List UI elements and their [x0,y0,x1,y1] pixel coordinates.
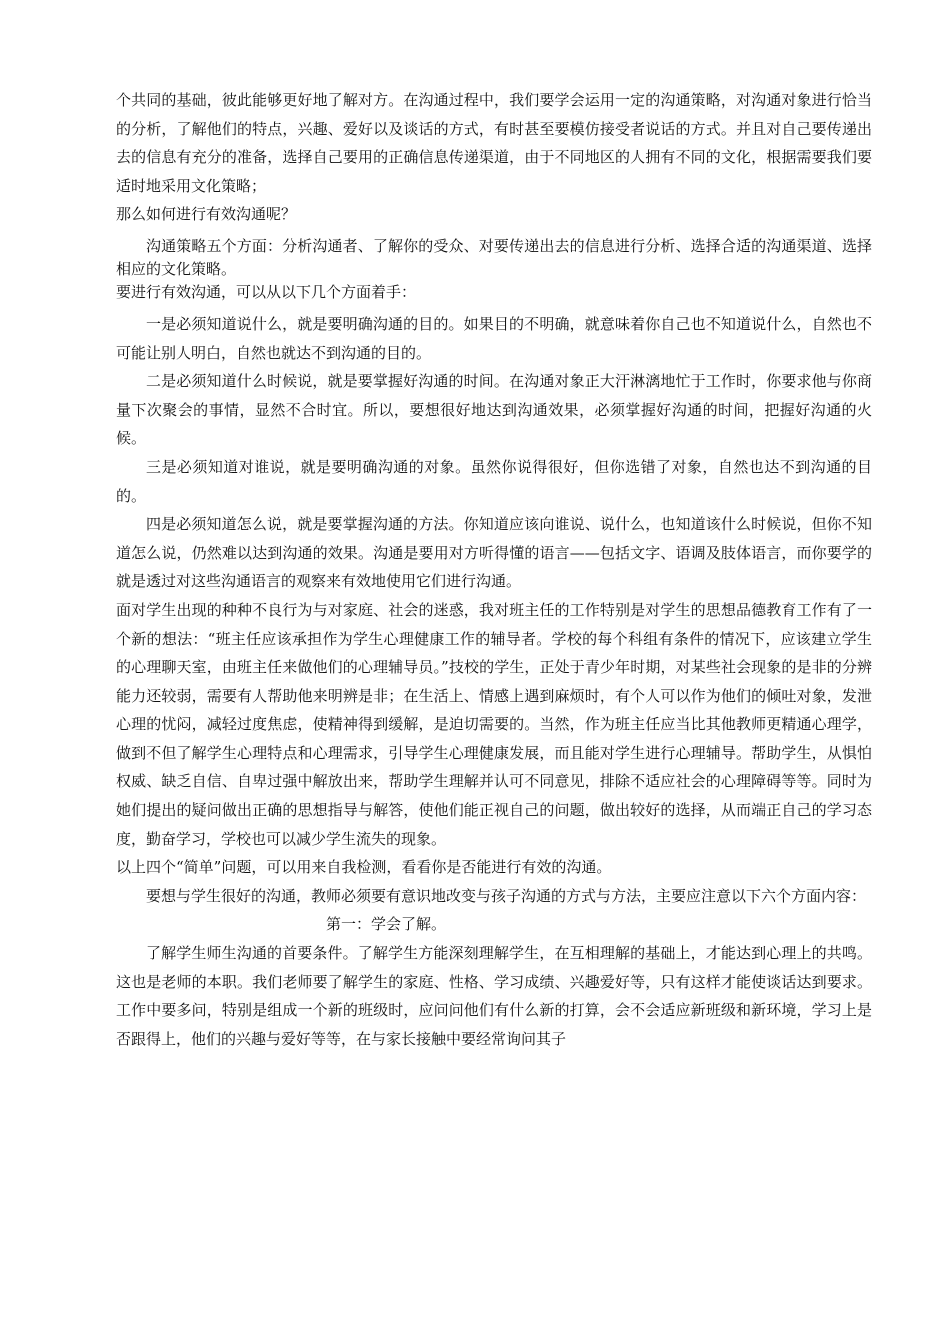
paragraph-point-1: 一是必须知道说什么，就是要明确沟通的目的。如果目的不明确，就意味着你自己也不知道说什么，自然也不可能让别人明白，自然也就达不到沟通的目的。 [116,314,872,362]
paragraph-strategy: 沟通策略五个方面：分析沟通者、了解你的受众、对要传递出去的信息进行分析、选择合适的沟通渠道、选择相应的文化策略。 [116,236,872,278]
paragraph-understanding: 了解学生师生沟通的首要条件。了解学生方能深刻理解学生，在互相理解的基础上，才能达到心理上的共鸣。这也是老师的本职。我们老师要了解学生的家庭、性格、学习成绩、兴趣爱好等，只有这样才能使谈话达到要求。工作中要多问，特别是组成一个新的班级时，应问问他们有什么新的打算，会不会适应新班级和新环境，学习上是否跟得上，他们的兴趣与爱好等等，在与家长接触中要经常询问其子 [116,944,872,1048]
paragraph-question: 那么如何进行有效沟通呢？ [116,205,297,224]
document-page [116,86,872,1053]
paragraph-intro: 要进行有效沟通，可以从以下几个方面着手： [116,282,417,301]
paragraph-self-check: 以上四个“简单”问题，可以用来自我检测，看看你是否能进行有效的沟通。 [116,858,612,877]
paragraph-counselor: 面对学生出现的种种不良行为与对家庭、社会的迷惑，我对班主任的工作特别是对学生的思想品德教育工作有了一个新的想法：“班主任应该承担作为学生心理健康工作的辅导者。学校的每个科组有条件的情况下，应该建立学生的心理聊天室，由班主任来做他们的心理辅导员。”技校的学生，正处于青少年时期，对某些社会现象的是非的分辨能力还较弱，需要有人帮助他来明辨是非；在生活上、情感上遇到麻烦时，有个人可以作为他们的倾吐对象，发泄心理的忧闷，减轻过度焦虑，使精神得到缓解，是迫切需要的。当然，作为班主任应当比其他教师更精通心理学，做到不但了解学生心理特点和心理需求，引导学生心理健康发展，而且能对学生进行心理辅导。帮助学生，从惧怕权威、缺乏自信、自卑过强中解放出来，帮助学生理解并认可不同意见，排除不适应社会的心理障碍等等。同时为她们提出的疑问做出正确的思想指导与解答，使他们能正视自己的问题，做出较好的选择，从而端正自己的学习态度，勤奋学习，学校也可以减少学生流失的现象。 [116,600,872,848]
paragraph-six-aspects: 要想与学生很好的沟通，教师必须要有意识地改变与孩子沟通的方式与方法，主要应注意以下六个方面内容： [146,886,867,905]
paragraph-context: 个共同的基础，彼此能够更好地了解对方。在沟通过程中，我们要学会运用一定的沟通策略，对沟通对象进行恰当的分析，了解他们的特点，兴趣、爱好以及谈话的方式，有时甚至要模仿接受者说话的方式。并且对自己要传递出去的信息有充分的准备，选择自己要用的正确信息传递渠道，由于不同地区的人拥有不同的文化，根据需要我们要适时地采用文化策略； [116,91,872,195]
paragraph-point-3: 三是必须知道对谁说，就是要明确沟通的对象。虽然你说得很好，但你选错了对象，自然也达不到沟通的目的。 [116,457,872,505]
section-heading: 第一：学会了解。 [326,915,447,934]
paragraph-point-2: 二是必须知道什么时候说，就是要掌握好沟通的时间。在沟通对象正大汗淋漓地忙于工作时，你要求他与你商量下次聚会的事情，显然不合时宜。所以，要想很好地达到沟通效果，必须掌握好沟通的时间，把握好沟通的火候。 [116,372,872,448]
paragraph-point-4: 四是必须知道怎么说，就是要掌握沟通的方法。你知道应该向谁说、说什么，也知道该什么时候说，但你不知道怎么说，仍然难以达到沟通的效果。沟通是要用对方听得懂的语言——包括文字、语调及肢体语言，而你要学的就是透过对这些沟通语言的观察来有效地使用它们进行沟通。 [116,515,872,591]
